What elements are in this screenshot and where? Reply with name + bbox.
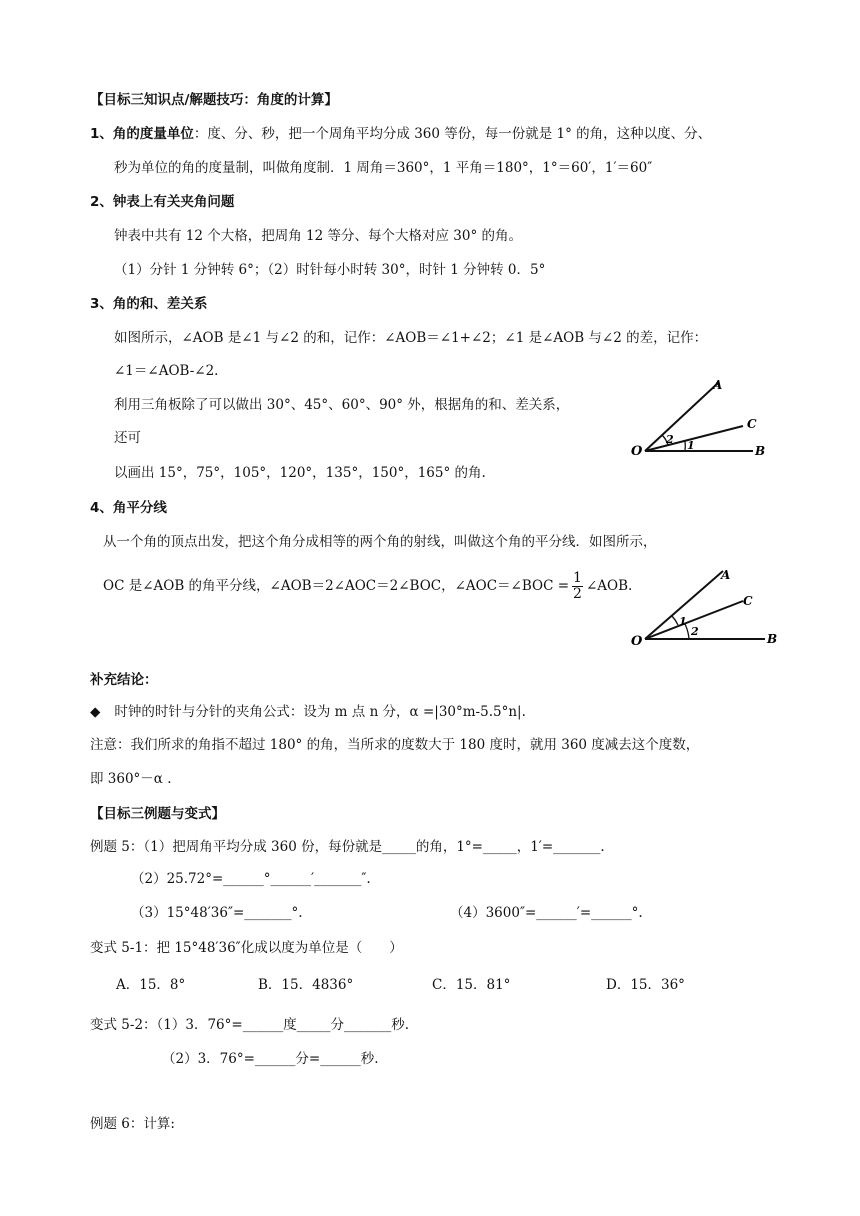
- item2-line2: （1）分针 1 分钟转 6°；（2）时针每小时转 30°，时针 1 分钟转 0．5°: [114, 262, 546, 278]
- clock-angle-formula: 时钟的时针与分针的夹角公式：设为 m 点 n 分，α =|30°m-5.5°n|.: [114, 704, 526, 720]
- fraction-denominator: 2: [573, 586, 582, 602]
- variant5-2-line2: （2）3．76°=______分=______秒.: [162, 1051, 379, 1067]
- option-a: A．15．8°: [116, 977, 186, 993]
- item3-line2: ∠1＝∠AOB-∠2.: [114, 363, 219, 379]
- item2-heading: 2、钟表上有关夹角问题: [90, 194, 235, 210]
- fraction-numerator: 1: [573, 570, 582, 586]
- label-2: 2: [666, 433, 674, 446]
- label-1: 1: [679, 615, 687, 628]
- note-line1: 注意：我们所求的角指不超过 180° 的角，当所求的度数大于 180 度时，就用 360 度减去这个度数，: [90, 737, 700, 753]
- item2-line1: 钟表中共有 12 个大格，把周角 12 等分、每个大格对应 30° 的角。: [114, 228, 523, 244]
- item4-line2-post: ∠AOB.: [585, 578, 633, 594]
- item1-line1: [90, 125, 711, 143]
- item3-line4: 还可: [114, 430, 141, 446]
- example5-line2: （2）25.72°=______°______′_______″.: [131, 871, 371, 887]
- label-b: B: [767, 632, 778, 646]
- fraction-one-half: [572, 571, 583, 602]
- ray-oa: [645, 571, 723, 639]
- note-line2: 即 360°－α .: [90, 771, 172, 787]
- item1-line1-text: ：度、分、秒，把一个周角平均分成 360 等份，每一份就是 1° 的角，这种以度、分、: [193, 126, 712, 142]
- bullet-icon: ◆: [90, 704, 101, 720]
- supplement-bullet-line: [90, 703, 526, 721]
- item1-line2: 秒为单位的角的度量制，叫做角度制．1 周角＝360°，1 平角＝180°，1°＝60′，1′＝60″: [114, 160, 653, 176]
- item3-heading: 3、角的和、差关系: [90, 296, 208, 312]
- label-c: C: [747, 417, 757, 431]
- angle-bisector-figure: [625, 563, 785, 653]
- option-c: C．15．81°: [432, 977, 511, 993]
- label-2: 2: [691, 625, 699, 638]
- label-a: A: [721, 568, 731, 582]
- label-o: O: [631, 634, 643, 649]
- example5-line3b: （4）3600″=______′=______°.: [450, 905, 643, 921]
- example5-line3a: （3）15°48′36″=_______°.: [131, 905, 303, 921]
- examples-title: 【目标三例题与变式】: [90, 806, 225, 822]
- item1-heading: 1、角的度量单位: [90, 126, 194, 142]
- item3-line1: 如图所示，∠AOB 是∠1 与∠2 的和，记作：∠AOB＝∠1+∠2；∠1 是∠AOB 与∠2 的差，记作：: [114, 330, 708, 346]
- angle-sum-figure: [625, 373, 775, 463]
- item4-line1: 从一个角的顶点出发，把这个角分成相等的两个角的射线，叫做这个角的平分线．如图所示，: [103, 534, 657, 550]
- example6-line1: 例题 6：计算:: [90, 1116, 175, 1132]
- variant5-2-line1: 变式 5-2：（1）3．76°=______度_____分_______秒.: [90, 1017, 409, 1033]
- supplement-heading: 补充结论：: [90, 672, 158, 688]
- option-b: B．15．4836°: [258, 977, 354, 993]
- arc-angle-1: [672, 616, 678, 625]
- label-c: C: [743, 594, 753, 608]
- label-o: O: [631, 444, 643, 459]
- item4-line2-pre: OC 是∠AOB 的角平分线，∠AOB＝2∠AOC＝2∠BOC，∠AOC＝∠BOC =: [103, 578, 570, 594]
- example5-line1: 例题 5：（1）把周角平均分成 360 份，每份就是_____的角，1°=_____，1′=_______.: [90, 839, 605, 855]
- item4-heading: 4、角平分线: [90, 500, 167, 516]
- variant5-1-question: 变式 5-1：把 15°48′36″化成以度为单位是（ ）: [90, 940, 403, 956]
- item3-line3: 利用三角板除了可以做出 30°、45°、60°、90° 外，根据角的和、差关系，: [114, 397, 570, 413]
- item3-line5: 以画出 15°，75°，105°，120°，135°，150°，165° 的角.: [114, 465, 486, 481]
- label-1: 1: [687, 439, 695, 452]
- option-d: D．15．36°: [606, 977, 685, 993]
- section-title: 【目标三知识点/解题技巧：角度的计算】: [90, 92, 338, 108]
- item4-line2: [103, 569, 632, 603]
- label-b: B: [755, 444, 766, 458]
- label-a: A: [713, 378, 723, 392]
